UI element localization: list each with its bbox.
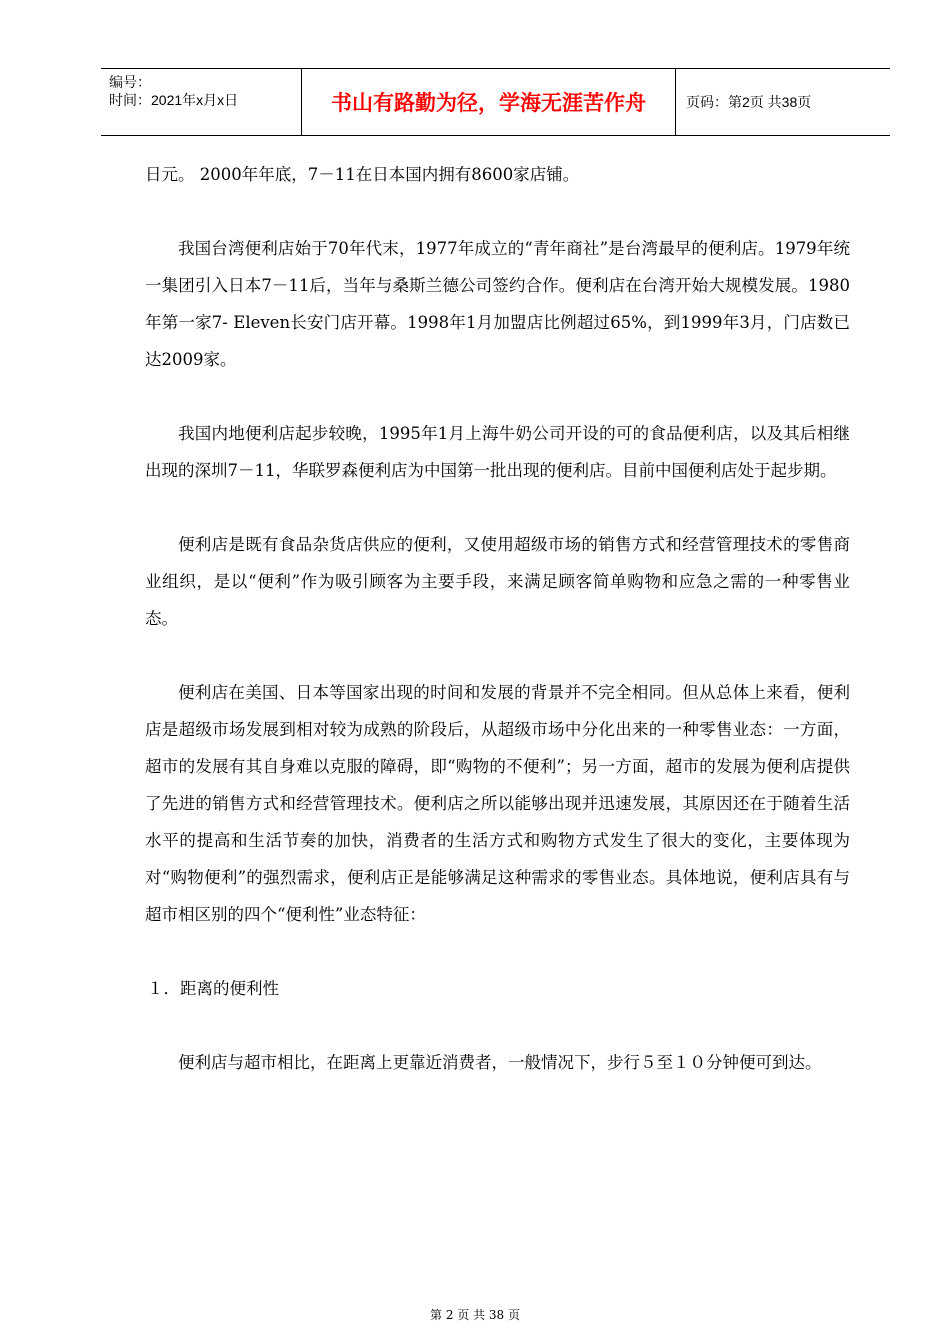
page-footer: 第 2 页 共 38 页	[430, 1308, 520, 1322]
paragraph: 日元。 2000年年底，7－11在日本国内拥有8600家店铺。	[145, 165, 580, 184]
header-motto: 书山有路勤为径，学海无涯苦作舟	[302, 69, 676, 135]
document-number-label: 编号：	[109, 74, 151, 90]
paragraph: 便利店是既有食品杂货店供应的便利，又使用超级市场的销售方式和经营管理技术的零售商业组织，是以“便利”作为吸引顾客为主要手段，来满足顾客简单购物和应急之需的一种零售业态。	[145, 535, 850, 628]
paragraph: 我国台湾便利店始于70年代末，1977年成立的“青年商社”是台湾最早的便利店。1979年统一集团引入日本7－11后，当年与桑斯兰德公司签约合作。便利店在台湾开始大规模发展。1980年第一家7- Eleven长安门店开幕。1998年1月加盟店比例超过65%，到1999年3月，门店数已达2009家。	[145, 239, 850, 369]
document-time-label: 时间：2021年x月x日	[109, 92, 239, 108]
paragraph: 便利店在美国、日本等国家出现的时间和发展的背景并不完全相同。但从总体上来看，便利店是超级市场发展到相对较为成熟的阶段后，从超级市场中分化出来的一种零售业态：一方面，超市的发展有其自身难以克服的障碍，即“购物的不便利”；另一方面，超市的发展为便利店提供了先进的销售方式和经营管理技术。便利店之所以能够出现并迅速发展，其原因还在于随着生活水平的提高和生活节奏的加快，消费者的生活方式和购物方式发生了很大的变化，主要体现为对“购物便利”的强烈需求，便利店正是能够满足这种需求的零售业态。具体地说，便利店具有与超市相区别的四个“便利性”业态特征：	[145, 683, 850, 924]
header-page-info: 页码：第2页 共38页	[686, 94, 812, 110]
paragraph: 便利店与超市相比，在距离上更靠近消费者，一般情况下，步行５至１０分钟便可到达。	[178, 1053, 822, 1072]
document-body	[145, 156, 850, 1118]
header-meta-cell	[101, 69, 302, 135]
page-header	[101, 68, 890, 136]
paragraph: 我国内地便利店起步较晚，1995年1月上海牛奶公司开设的可的食品便利店，以及其后相继出现的深圳7－11，华联罗森便利店为中国第一批出现的便利店。目前中国便利店处于起步期。	[145, 424, 850, 480]
section-heading: １．距离的便利性	[147, 979, 279, 998]
